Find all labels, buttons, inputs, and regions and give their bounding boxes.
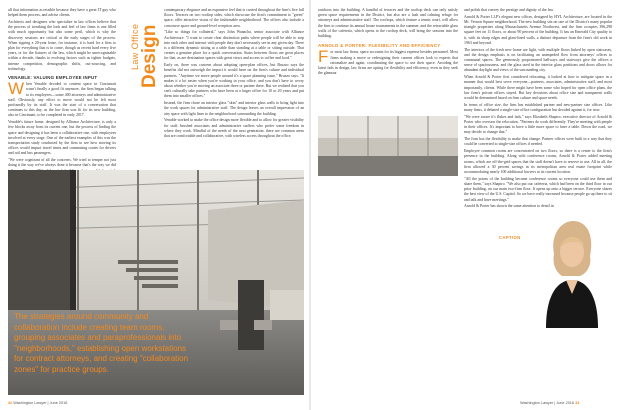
- paragraph: When Arnold & Porter first considered relocating, it looked at how to mitigate space in a manner that would best serve everyone—partners, associates, administrative staff, and most importantly, clients. While there might have been some who hoped for open office plans, the law firm's private offices stayed. But key decisions about office size and transparent walls would be determined based on firm culture and space needs.: [464, 75, 612, 101]
- page-gutter: [309, 0, 311, 410]
- paragraph: The interiors of the fresh new home are light, with multiple floors linked by open staircases, and the design emphasis is on facilitating an unimpeded flow from attorneys' offices to communal spaces. The generously proportioned hallways and stairways give the offices a sense of spaciousness, and the glass used in the interior glass partitions and doors allows for abundant daylight and views of the surrounding city.: [464, 47, 612, 73]
- caption-label: CAPTION: [499, 235, 521, 240]
- paragraph: In terms of office size, the firm has established partner and new-partner size offices. Like many firms, it debated a single-size office configuration but decided against it, for now.: [464, 102, 612, 113]
- paragraph: "All the points of the building became conference rooms so everyone could use them and share them," says Shapiro. "We also put our cafeteria, which had been on the third floor in our prior building, on our main two-firm floor. It opens up onto a bigger terrace. Everyone shares the best view of the U.S. Capitol. So we have really increased because people go up there to sit and talk and have meetings.": [464, 176, 612, 202]
- paragraph: Instead, the firm chose an interior glass "skin" and interior glass walls to bring light into the work spaces for administrative staff. The design leaves an overall impression of an airy space with light lines to the neighborhood surrounding the building.: [164, 101, 304, 116]
- pull-quote: The strategies around community and collaboration include creating team rooms, grouping associates and paraprofessionals into "neighborhoods," establishing open workstations for contract attorneys, and creating "collaboration zones" for practice groups.: [14, 312, 189, 374]
- paragraph: Venable's future home, designed by Alliance Architecture, is only a few blocks away from its current one, but the process of finding the space and designing it has been a collaborative one, with employees involved at every stage. One of the earliest examples of this was the transportation study conducted by the firm to see how moving its offices would impact travel times and commuting routes for drivers and rail and bus passengers.: [8, 120, 116, 156]
- section-label-big: Design: [139, 24, 160, 88]
- paragraph: hen Venable decided to content space in Cincinnati wasn't finally a good fit anymore, the firm began talking to its employees—some 400 attorneys and administrative staff. Obviously, any effort to move would not be felt most profoundly by its staff. It was the start of a conversation that continues to this day, as the law firm was fit for its new building, also in Cincinnati, to be completed in early 2017.: [8, 82, 116, 118]
- right-footer: [520, 401, 579, 405]
- paragraph: or most law firms, space accounts for its biggest expense besides personnel. Most firms making a move or redesigning their current offices look to experts that rationalize and again, coordinating the space to use their space. Avoiding the latest fads in design, law firms are opting for flexibility and efficiency, even as they seek the glamour: [318, 50, 458, 76]
- page-number: 32: [8, 401, 13, 405]
- paragraph: Arnold & Porter has shown the same attention to detail in: [464, 204, 554, 209]
- paragraph: Arnold & Porter LLP's elegant new offices, designed by HYL Architecture, are located in the Mt. Vernon Square neighborhood. The new building sits on one of the District's many popular triangle properties along Massachusetts Avenue Northwest, and the firm occupies 396,298 square feet on 11 floors, or about 90 percent of the building. It has an Emerald City quality to it, with its sharp edges and glass-lined walls, a distinct departure from the firm's old work in 1963 and beyond.: [464, 14, 612, 45]
- section-heading-arnold-porter: ARNOLD & PORTER: FLEXIBILITY AND EFFICIENCY: [318, 43, 441, 49]
- left-footer: [8, 401, 67, 405]
- paragraph: "Like so things for collateral," says John Wanacha, senior associate with Alliance Architecture. "I want to create clear distinction paths where people will be able to step into each other and interact with people they don't necessarily see in any given day. There is a different dynamic sitting at a table than standing at a table or sitting outside. That creates a genuine place for a quick conversation. Stairs between floors are great places for that, as are destination spaces with great views and access to coffee and food.": [164, 30, 304, 61]
- paragraph: and polish that convey the prestige and dignity of the law.: [464, 8, 554, 12]
- paragraph: The firm has the flexibility to make that change. Partner offices were built in a way that they could be converted to single-size offices if needed.: [464, 137, 612, 147]
- right-column-2: [464, 8, 612, 398]
- paragraph: contemporary elegance and an expansive feel that is carried throughout the firm's five full floors. Terraces on two rooftop sides, which showcase the firm's commitment to "green" space, offer attractive vistas of the fashionable neighborhood. The offices also include a concourse space and ground-level reception area.: [164, 8, 304, 28]
- paragraph: Venable worked to make the office design more flexible and to allow for greater visibility for staff, brushed associates and administrative staffers who prefer some freedom in where they work. Mindful of the needs of the next generation, there are common areas that are comfortable and collaborative, with wireless access throughout the office.: [164, 118, 304, 139]
- paragraph: outdoors into the building. A handful of terraces and the rooftop deck can only satisfy green space requirements in the District, but also are a lush and calming refuge for attorneys and administrative staff. The rooftops, which feature a tennis court, will allow the firm to continue its annual house tournaments in the summer, and the retractable glass walls of the cafeteria, which opens to the rooftop deck, will bring the seasons into the building.: [318, 8, 458, 39]
- left-column-2: [164, 8, 304, 168]
- paragraph: all that information accessible because they have a great IT guy who helped them process, and advise clients.: [8, 8, 116, 18]
- smiling-woman-portrait: [540, 214, 602, 328]
- drop-cap: W: [8, 79, 25, 99]
- paragraph: "We were cognizant of all the concerns. We tried to temper not just doing it the way we've always done it because that's the way we did: [8, 158, 116, 168]
- paragraph: Early on, there was concern about adopting open-plan offices, but Bruzzo says the benefits did not outweigh the impact it would have on the firm's culture and individual partners. "Anytime we move people around it's a space planning issue," Bruzzo says. "It makes it a lot easier when you're working in your office, and you don't have to worry about whether you're moving an associate three or partner there. But we realized that you can't culturally take partners who have been at a larger office for 10 or 20 years and put them into smaller offices.": [164, 63, 304, 99]
- left-column-1: [8, 8, 116, 168]
- footer-text: Washington Lawyer | June 2016: [520, 401, 575, 405]
- section-label-small: Law Office: [130, 23, 140, 70]
- section-heading-venable: VENABLE: VALUING EMPLOYEE INPUT: [8, 75, 98, 81]
- drop-cap: F: [318, 47, 329, 67]
- paragraph: Architects and designers who specialize in law offices believe that the process of tweaking the look and feel of law firms is one filled with much opportunity but also some peril, which is why the discovery sessions are critical at the early stages of the process. When signing a 20-year lease, for instance, it is hard for a firm to plan for everything that is to come, though as recent hard every five years, or for the fixtures of the law, which might be unrecognizable within a decade, thanks to evolving factors such as tighter budgets, intense competition, demographic shifts, out-sourcing, and technology.: [8, 20, 116, 71]
- paragraph: "We were aware it's flukes and fads," says Elizabeth Shapiro, executive director of Arnold & Porter who oversaw the relocation. "Partners do work differently. They're meeting with people in their offices. It's important to have a little more space to have a table. Down the road, we may decide to change that.": [464, 114, 612, 135]
- section-tab: [120, 10, 160, 88]
- caption: [499, 226, 539, 240]
- page-number: 33: [575, 401, 580, 405]
- footer-text: Washington Lawyer | June 2016: [13, 401, 68, 405]
- paragraph: Employee common rooms are concentrated on two floors, so there is a center to the firm's presence in the building. Along with conference rooms, Arnold & Porter added meeting rooms, which are off-the-grid spaces that the staff doesn't have to reserve to use. All in all, the firm allowed a 30 percent savings in its metropolitan area real estate footprint while accommodating nearly 100 additional lawyers at its current location.: [464, 149, 612, 175]
- office-photo: [318, 116, 458, 176]
